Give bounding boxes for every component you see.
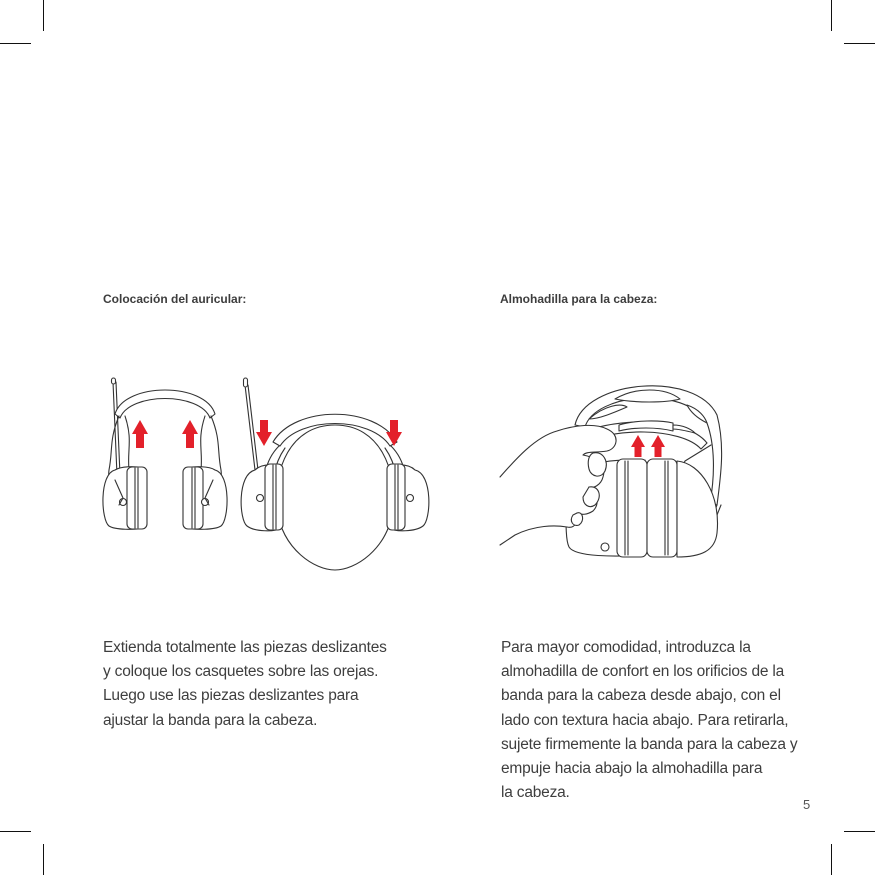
paragraph-line: banda para la cabeza desde abajo, con el (501, 687, 781, 705)
paragraph-line: Extienda totalmente las piezas deslizantes (103, 639, 387, 656)
paragraph-line: Luego use las piezas deslizantes para (103, 687, 359, 705)
crop-mark-tl-h (0, 43, 31, 44)
paragraph-line: sujete firmemente la banda para la cabeza y (501, 735, 798, 753)
headset-extended-illustration (95, 370, 235, 540)
paragraph-line: Para mayor comodidad, introduzca la (501, 639, 751, 656)
paragraph-line: y coloque los casquetes sobre las orejas. (103, 663, 379, 681)
crop-mark-br-v (831, 844, 832, 875)
crop-mark-br-h (844, 831, 875, 832)
paragraph-line: empuje hacia abajo la almohadilla para (501, 760, 763, 778)
head-pad-insertion-illustration (495, 365, 735, 565)
crop-mark-tl-v (43, 0, 44, 31)
paragraph-line: lado con textura hacia abajo. Para retirarla, (501, 711, 789, 729)
section-heading-head-pad: Almohadilla para la cabeza: (500, 292, 658, 306)
headset-placement-instructions (103, 636, 387, 733)
paragraph-line: la cabeza. (501, 784, 570, 802)
paragraph-line: almohadilla de confort en los orificios de la (501, 663, 785, 681)
section-heading-headset-placement: Colocación del auricular: (103, 292, 247, 306)
head-pad-instructions (501, 636, 797, 805)
paragraph-line: ajustar la banda para la cabeza. (103, 711, 318, 729)
crop-mark-bl-v (43, 844, 44, 875)
crop-mark-tr-h (844, 43, 875, 44)
crop-mark-tr-v (831, 0, 832, 31)
headset-on-head-illustration (235, 370, 435, 580)
crop-mark-bl-h (0, 831, 31, 832)
page-number: 5 (803, 797, 811, 812)
